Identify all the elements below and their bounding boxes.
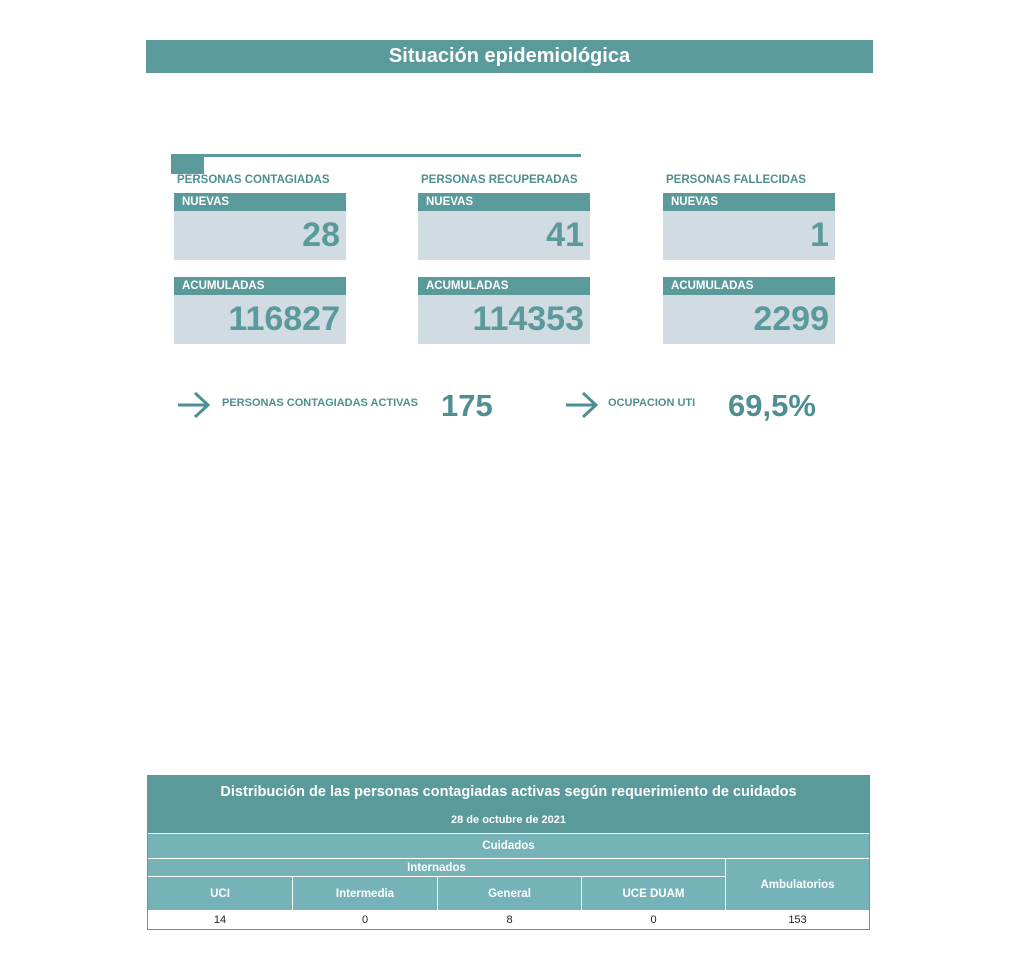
column-header-uce-duam: UCE DUAM [582, 877, 725, 910]
group-title-fallecidas: PERSONAS FALLECIDAS [666, 174, 806, 186]
new-recuperadas-value: 41 [546, 216, 584, 254]
uti-occupancy-label: OCUPACION UTI [608, 397, 696, 409]
page-title: Situación epidemiológica [146, 40, 873, 73]
decorative-line [171, 154, 581, 157]
cum-contagiadas-box [174, 277, 346, 344]
table-header [148, 776, 869, 833]
header-cuidados: Cuidados [148, 834, 869, 858]
cum-fallecidas-box [663, 277, 835, 344]
new-label: NUEVAS [174, 193, 346, 211]
table-date: 28 de octubre de 2021 [451, 814, 566, 826]
cum-label: ACUMULADAS [663, 277, 835, 295]
arrow-right-icon [176, 390, 212, 420]
value-uci: 14 [213, 914, 227, 926]
new-contagiadas-box [174, 193, 346, 260]
decorative-block [171, 157, 204, 174]
cum-label: ACUMULADAS [418, 277, 590, 295]
value-general: 8 [506, 914, 513, 926]
value-intermedia: 0 [361, 914, 369, 926]
new-label: NUEVAS [418, 193, 590, 211]
new-recuperadas-box [418, 193, 590, 260]
column-header-ambulatorios: Ambulatorios [726, 859, 869, 910]
cum-recuperadas-box [418, 277, 590, 344]
column-header-intermedia: Intermedia [293, 877, 437, 910]
new-label: NUEVAS [663, 193, 835, 211]
care-distribution-table [147, 775, 870, 930]
cum-contagiadas-value: 116827 [228, 300, 340, 338]
new-contagiadas-value: 28 [302, 216, 340, 254]
table-title: Distribución de las personas contagiadas activas según requerimiento de cuidados [220, 784, 797, 800]
group-title-contagiadas: PERSONAS CONTAGIADAS [177, 174, 330, 186]
active-cases-value: 175 [441, 388, 493, 423]
cum-fallecidas-value: 2299 [753, 300, 829, 338]
cum-recuperadas-value: 114353 [472, 300, 584, 338]
new-fallecidas-value: 1 [810, 216, 829, 254]
arrow-right-icon [564, 390, 600, 420]
column-header-uci: UCI [148, 877, 292, 910]
column-header-general: General [438, 877, 581, 910]
value-ambulatorios: 153 [788, 914, 807, 926]
uti-occupancy-value: 69,5% [728, 388, 816, 423]
group-title-recuperadas: PERSONAS RECUPERADAS [421, 174, 578, 186]
cum-label: ACUMULADAS [174, 277, 346, 295]
header-internados: Internados [148, 859, 725, 876]
active-cases-label: PERSONAS CONTAGIADAS ACTIVAS [222, 397, 418, 409]
new-fallecidas-box [663, 193, 835, 260]
value-uce-duam: 0 [650, 914, 657, 926]
